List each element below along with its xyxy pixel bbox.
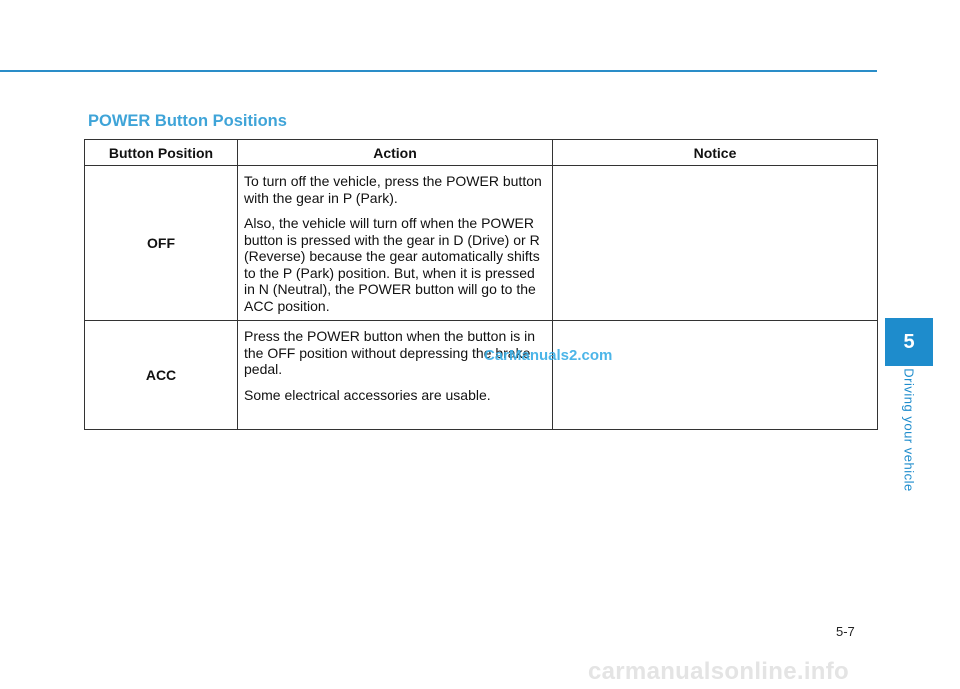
watermark-bottom: carmanualsonline.info	[588, 658, 850, 685]
chapter-name-text: Driving your vehicle	[901, 368, 917, 492]
table-row-acc	[85, 321, 878, 430]
position-off: OFF	[85, 166, 238, 321]
position-acc: ACC	[85, 321, 238, 430]
table-row-off	[85, 166, 878, 321]
page-number: 5-7	[836, 624, 855, 639]
notice-off	[553, 166, 878, 321]
chapter-number-tab: 5	[885, 318, 933, 366]
watermark-middle: CarManuals2.com	[484, 347, 613, 364]
header-rule	[0, 70, 877, 72]
table-header-row	[85, 140, 878, 166]
action-acc-text-2: Some electrical accessories are usable.	[244, 386, 491, 403]
header-action: Action	[238, 140, 553, 166]
header-button-position: Button Position	[85, 140, 238, 166]
power-positions-table	[84, 139, 878, 430]
action-off-text-1: To turn off the vehicle, press the POWER button with the gear in P (Park).	[244, 173, 542, 206]
action-acc	[238, 321, 553, 430]
notice-acc	[553, 321, 878, 430]
action-off-text-2: Also, the vehicle will turn off when the POWER button is pressed with the gear in D (Drive) or R (Reverse) because the gear automatically shifts to the P (Park) position. But, when it is pressed in N (Neutral), the POWER button will go to the ACC position.	[244, 215, 540, 314]
action-off	[238, 166, 553, 321]
action-acc-text-1: Press the POWER button when the button is in the OFF position without depressing the brake pedal.	[244, 328, 536, 377]
header-notice: Notice	[553, 140, 878, 166]
section-title: POWER Button Positions	[88, 112, 287, 130]
